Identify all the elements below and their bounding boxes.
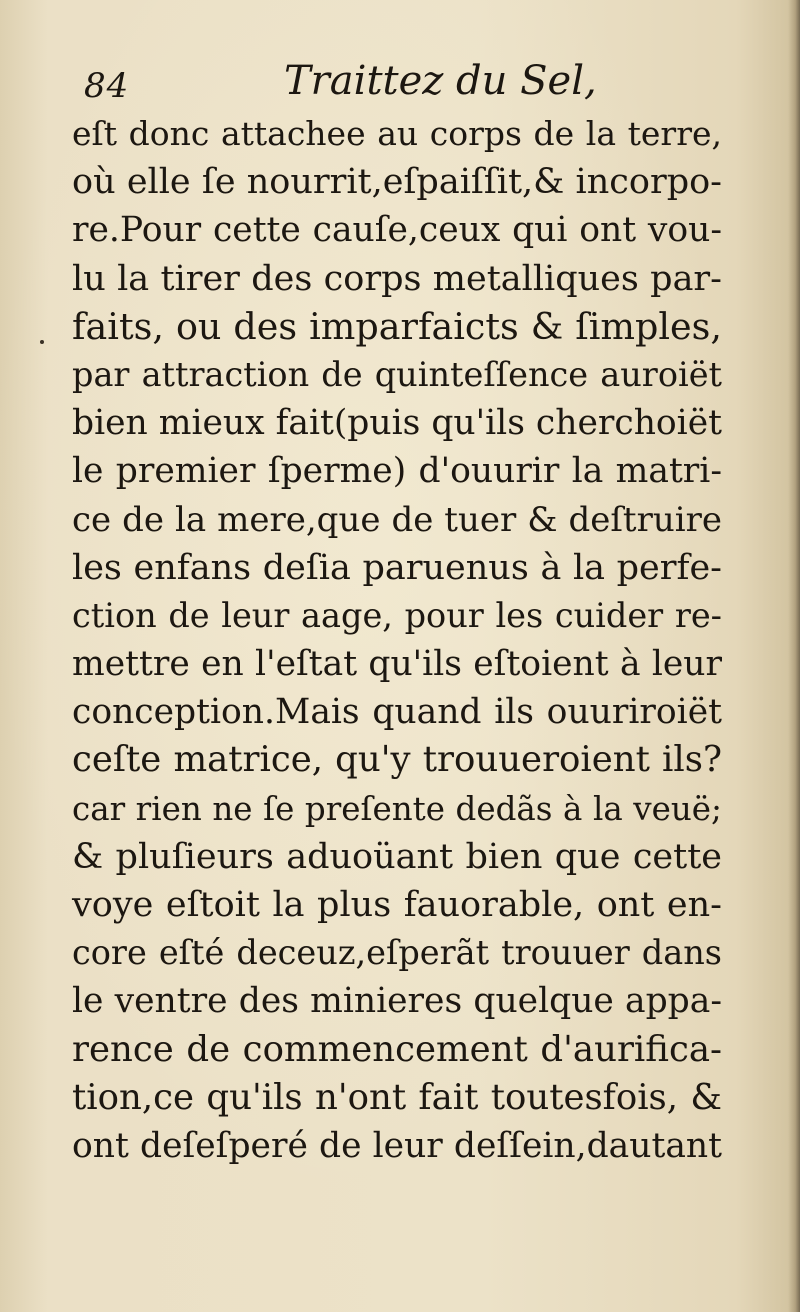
text-line: lu la tirer des corps metalliques par- [72, 258, 722, 299]
text-line: rence de commencement d'aurifica- [72, 1028, 722, 1070]
text-line: bien mieux fait(puis qu'ils cherchoiët [72, 403, 722, 444]
page-edge-shadow [788, 0, 800, 1312]
text-line: le ventre des minieres quelque appa- [72, 981, 722, 1022]
page-number: 84 [84, 66, 130, 106]
text-line: le premier ſperme) d'ouurir la matri- [72, 451, 722, 492]
text-line: eſt donc attachee au corps de la terre, [72, 114, 722, 153]
body-text [72, 110, 722, 1170]
text-line: core eſté deceuz,eſperãt trouuer dans [72, 933, 722, 973]
text-line: les enfans deſia paruenus à la perfe- [72, 547, 722, 588]
text-line: car rien ne ſe preſente dedãs à la veuë; [72, 789, 722, 828]
text-line: voye eſtoit la plus fauorable, ont en- [72, 885, 722, 925]
text-line: par attraction de quinteſſence auroiët [72, 354, 722, 394]
running-title: Traittez du Sel, [284, 58, 597, 104]
text-line: ceſte matrice, qu'y trouueroient ils? [72, 739, 722, 781]
text-line: où elle ſe nourrit,eſpaiſſit,& incorpo- [72, 162, 722, 203]
text-line: faits, ou des imparfaicts & ſimples, [72, 304, 722, 348]
text-line: re.Pour cette cauſe,ceux qui ont vou- [72, 210, 722, 251]
text-line: ction de leur aage, pour les cuider re- [72, 595, 722, 635]
text-line: conception.Mais quand ils ouuriroiët [72, 692, 722, 733]
margin-mark [40, 340, 44, 344]
running-head [84, 58, 597, 108]
text-line: ce de la mere,que de tuer & deſtruire [72, 499, 722, 540]
text-line: tion,ce qu'ils n'ont fait toutesfois, & [72, 1076, 722, 1118]
text-line: & pluſieurs aduoüant bien que cette [72, 836, 722, 877]
text-line: ont deſeſperé de leur deſſein,dautant [72, 1125, 722, 1166]
text-line: mettre en l'eſtat qu'ils eſtoient à leur [72, 644, 722, 685]
